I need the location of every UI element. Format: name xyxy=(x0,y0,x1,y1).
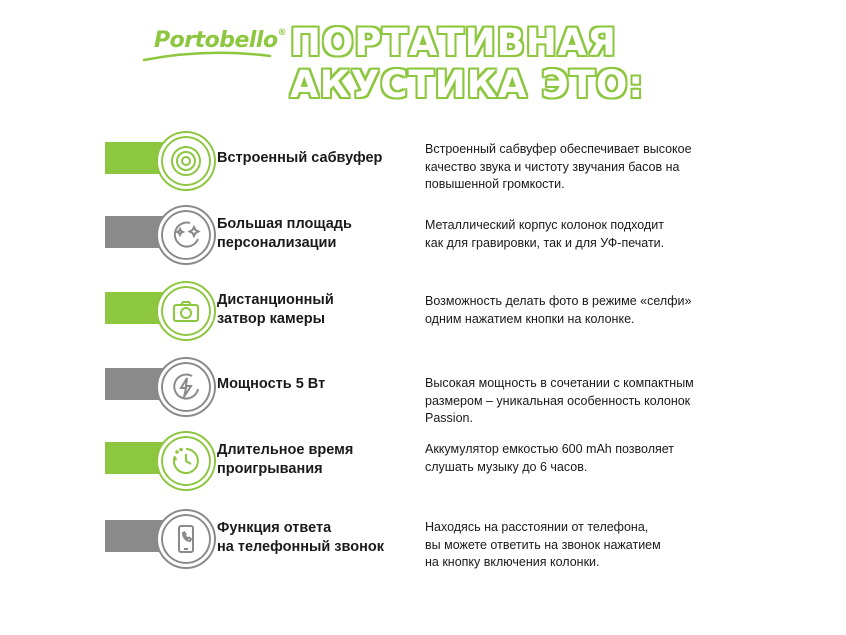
feature-row-subwoofer xyxy=(0,126,846,190)
feature-row-call xyxy=(0,504,846,568)
feature-icon-badge xyxy=(158,433,214,489)
feature-description: Находясь на расстоянии от телефона, вы можете ответить на звонок нажатием на кнопку включения колонки. xyxy=(425,520,661,569)
feature-title: Дистанционный затвор камеры xyxy=(217,292,334,327)
lightning-icon xyxy=(168,369,204,405)
feature-title: Встроенный сабвуфер xyxy=(217,150,383,166)
feature-icon-badge xyxy=(158,133,214,189)
feature-title: Длительное время проигрывания xyxy=(217,442,354,477)
feature-title: Мощность 5 Вт xyxy=(217,376,326,392)
feature-icon-badge xyxy=(158,359,214,415)
feature-title: Большая площадь персонализации xyxy=(217,216,352,251)
feature-row-customization xyxy=(0,200,846,264)
feature-row-playtime xyxy=(0,426,846,490)
headline-line-1: ПОРТАТИВНАЯ xyxy=(290,21,617,64)
phone-icon xyxy=(168,521,204,557)
subwoofer-icon xyxy=(168,143,204,179)
camera-icon xyxy=(168,293,204,329)
brand-logo xyxy=(142,24,287,64)
feature-icon-badge xyxy=(158,511,214,567)
headline-line-2: АКУСТИКА ЭТО: xyxy=(290,63,645,106)
feature-title: Функция ответа на телефонный звонок xyxy=(217,520,384,555)
feature-description: Металлический корпус колонок подходит как для гравировки, так и для УФ-печати. xyxy=(425,218,665,250)
feature-description: Аккумулятор емкостью 600 mAh позволяет слушать музыку до 6 часов. xyxy=(425,442,675,474)
brand-name: Portobello® xyxy=(154,28,287,53)
feature-row-power xyxy=(0,352,846,425)
feature-icon-badge xyxy=(158,283,214,339)
feature-row-camera xyxy=(0,276,846,340)
feature-icon-badge xyxy=(158,207,214,263)
feature-description: Возможность делать фото в режиме «селфи» одним нажатием кнопки на колонке. xyxy=(425,294,692,326)
timer-icon xyxy=(168,443,204,479)
headline xyxy=(290,22,644,106)
registered-mark: ® xyxy=(277,28,287,38)
feature-description: Встроенный сабвуфер обеспечивает высокое качество звука и чистоту звучания басов на повышенной громкости. xyxy=(425,142,692,191)
customization-icon xyxy=(168,217,204,253)
logo-swoosh-icon xyxy=(142,50,272,62)
feature-description: Высокая мощность в сочетании с компактным размером – уникальная особенность колонок Passion. xyxy=(425,376,694,425)
